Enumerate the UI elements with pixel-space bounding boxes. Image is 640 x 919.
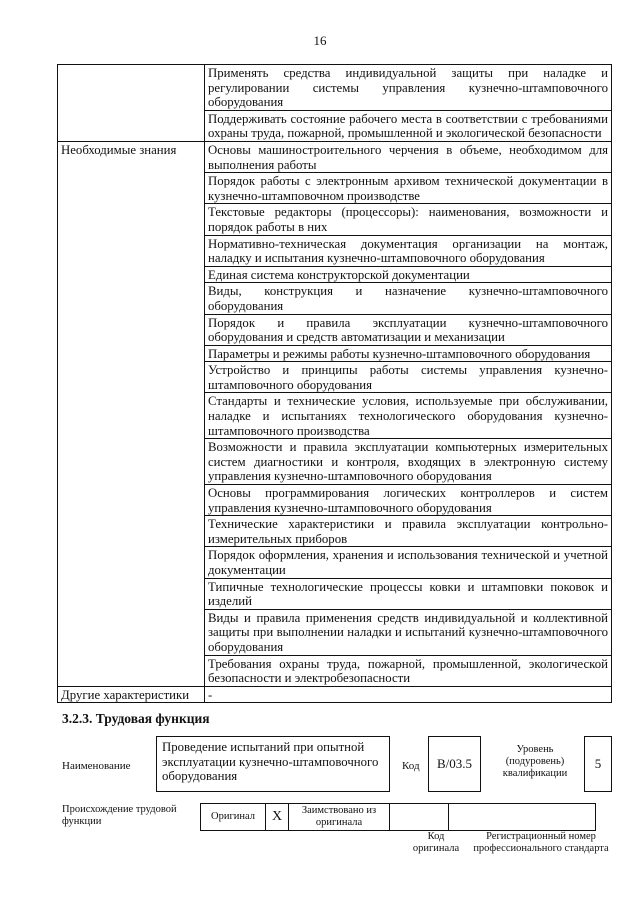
table-cell: Поддерживать состояние рабочего места в соответствии с требованиями охраны труда, пожарной, промышленной и экологической безопасности: [205, 110, 612, 141]
table-cell: Стандарты и технические условия, используемые при обслуживании, наладке и испытаниях технологического оборудования кузнечно-штамповочного производства: [205, 393, 612, 439]
table-cell: Основы программирования логических контроллеров и систем управления кузнечно-штамповочного оборудования: [205, 485, 612, 516]
code-original-cell: [390, 804, 449, 831]
original-label: Оригинал: [201, 804, 266, 831]
row-label: Другие характеристики: [58, 686, 205, 703]
name-label: Наименование: [62, 760, 131, 772]
level-value: 5: [584, 736, 612, 792]
level-label: Уровень (подуровень) квалификации: [502, 744, 568, 779]
table-row: [58, 141, 612, 172]
table-cell: Текстовые редакторы (процессоры): наименования, возможности и порядок работы в них: [205, 204, 612, 235]
table-cell: Возможности и правила эксплуатации компьютерных измерительных систем диагностики и контроля, входящих в электронную систему управления кузнечно-штамповочного оборудования: [205, 439, 612, 485]
row-label: Необходимые знания: [58, 141, 205, 686]
table-cell: Виды, конструкция и назначение кузнечно-штамповочного оборудования: [205, 283, 612, 314]
original-mark: X: [266, 804, 289, 831]
table-cell: Единая система конструкторской документации: [205, 266, 612, 283]
table-cell: Виды и правила применения средств индивидуальной и коллективной защиты при выполнении наладки и испытаний кузнечно-штамповочного оборудования: [205, 609, 612, 655]
table-cell: Нормативно-техническая документация организации на монтаж, наладку и испытания кузнечно-штамповочного оборудования: [205, 235, 612, 266]
code-value: В/03.5: [428, 736, 481, 792]
table-cell: Типичные технологические процессы ковки и штамповки поковок и изделий: [205, 578, 612, 609]
reg-number-cell: [449, 804, 596, 831]
page-number: 16: [313, 33, 327, 48]
borrowed-label: Заимствовано из оригинала: [289, 804, 390, 831]
code-original-label: Код оригинала: [412, 831, 460, 854]
table-cell: Требования охраны труда, пожарной, промышленной, экологической безопасности и электробезопасности: [205, 655, 612, 686]
table-cell: Порядок и правила эксплуатации кузнечно-штамповочного оборудования и средств автоматизации и механизации: [205, 314, 612, 345]
reg-number-label: Регистрационный номер профессионального стандарта: [473, 831, 609, 854]
table-cell: Порядок работы с электронным архивом технической документации в кузнечно-штамповочном производстве: [205, 173, 612, 204]
table-cell: Устройство и принципы работы системы управления кузнечно-штамповочного оборудования: [205, 362, 612, 393]
table-cell: Основы машиностроительного черчения в объеме, необходимом для выполнения работы: [205, 141, 612, 172]
table-cell: Параметры и режимы работы кузнечно-штамповочного оборудования: [205, 345, 612, 362]
knowledge-table: [57, 64, 612, 703]
table-row: [58, 65, 612, 111]
row-label: [58, 65, 205, 142]
table-cell: -: [205, 686, 612, 703]
section-heading: 3.2.3. Трудовая функция: [62, 711, 210, 726]
code-label: Код: [402, 760, 420, 772]
table-row: [58, 686, 612, 703]
origin-table: [200, 803, 596, 831]
origin-label: Происхождение трудовой функции: [62, 804, 177, 827]
table-cell: Применять средства индивидуальной защиты при наладке и регулировании системы управления кузнечно-штамповочного оборудования: [205, 65, 612, 111]
table-cell: Технические характеристики и правила эксплуатации контрольно-измерительных приборов: [205, 516, 612, 547]
table-cell: Порядок оформления, хранения и использования технической и учетной документации: [205, 547, 612, 578]
labor-function-name: Проведение испытаний при опытной эксплуатации кузнечно-штамповочного оборудования: [156, 736, 390, 792]
